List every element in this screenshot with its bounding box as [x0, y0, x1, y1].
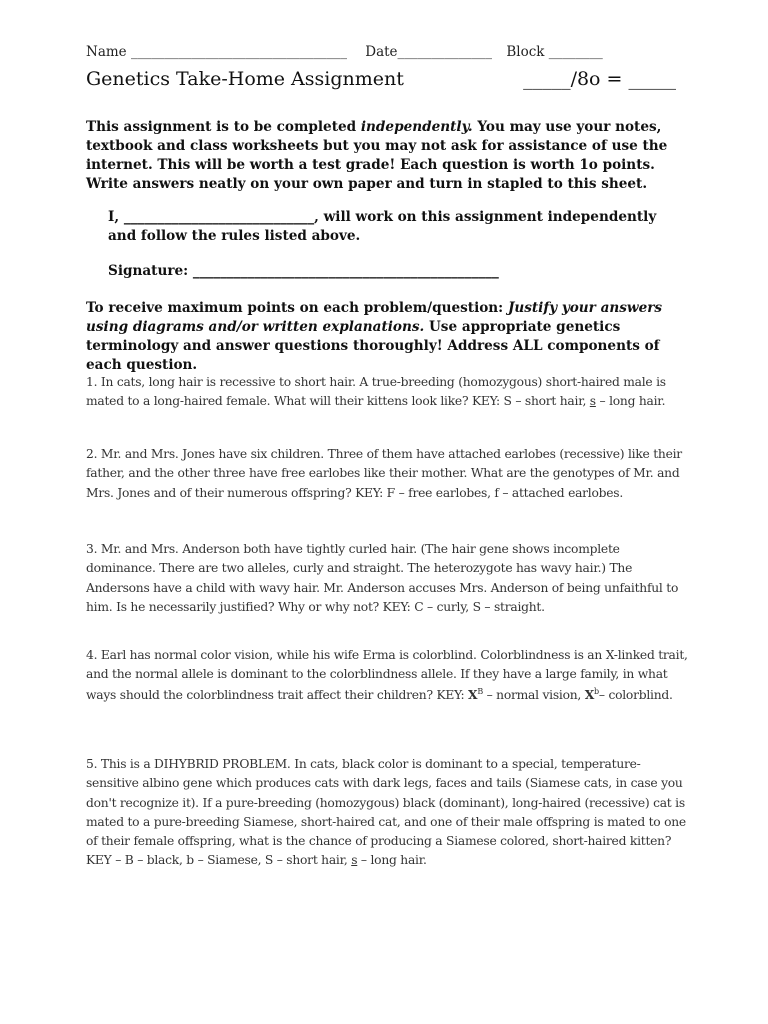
- question-2: 2. Mr. and Mrs. Jones have six children. Three of them have attached earlobes (recessive) like their father, and the other three have free earlobes like their mother. What are the genotypes of Mr. and Mrs. Jones and of their numerous offspring? KEY: F – free earlobes, f – attached earlobes.: [86, 447, 682, 500]
- question-1-key-allele: s: [589, 394, 596, 409]
- question-5: [86, 755, 691, 871]
- question-1-text: 1. In cats, long hair is recessive to short hair. A true-breeding (homozygous) short-haired male is mated to a long-haired female. What will their kittens look like? KEY: S – short hair,: [86, 375, 666, 409]
- question-3: 3. Mr. and Mrs. Anderson both have tightly curled hair. (The hair gene shows incomplete dominance. There are two alleles, curly and straight. The heterozygote has wavy hair.) The Andersons have a child with wavy hair. Mr. Anderson accuses Mrs. Anderson of being unfaithful to him. Is he necessarily justified? Why or why not? KEY: C – curly, S – straight.: [86, 542, 679, 614]
- instructions-text-part1: To receive maximum points on each problem/question:: [86, 300, 508, 316]
- question-4-x-dominant: X: [468, 686, 478, 702]
- instructions-text-part2: Use appropriate genetics terminology and answer questions thoroughly! Address ALL components of each question.: [86, 319, 660, 373]
- question-4-text-end: – colorblind.: [598, 687, 673, 702]
- intro-paragraph: [86, 118, 686, 194]
- intro-text-part2: You may use your notes, textbook and class worksheets but you may not ask for assistance of use the internet. This will be worth a test grade! Each question is worth 1o points. Write answers neatly on your own paper and turn in stapled to this sheet.: [86, 119, 668, 192]
- question-4-sup-dominant: B: [477, 686, 483, 696]
- question-4-text: 4. Earl has normal color vision, while his wife Erma is colorblind. Colorblindness is an X-linked trait, and the normal allele is dominant to the colorblindness allele. If they have a large family, in what ways should the colorblindness trait affect their children? KEY:: [86, 648, 688, 702]
- question-5-key-allele: s: [351, 853, 358, 868]
- block-field-label: Block ________: [506, 44, 603, 60]
- question-4-sup-recessive: b: [594, 686, 599, 696]
- intro-text-part1: This assignment is to be completed: [86, 119, 361, 135]
- pledge-statement: I, ____________________________, will work on this assignment independently and follow the rules listed above.: [108, 209, 657, 244]
- signature-line: Signature: _____________________________________________: [108, 263, 499, 279]
- name-field-label: Name ________________________________: [86, 44, 347, 60]
- page-title: Genetics Take-Home Assignment: [86, 68, 404, 90]
- question-1: [86, 373, 691, 412]
- question-5-text: 5. This is a DIHYBRID PROBLEM. In cats, black color is dominant to a special, temperature-sensitive albino gene which produces cats with dark legs, faces and tails (Siamese cats, in case you don't recognize it). If a pure-breeding (homozygous) black (dominant), long-haired (recessive) cat is mated to a pure-breeding Siamese, short-haired cat, and one of their male offspring is mated to one of their female offspring, what is the chance of producing a Siamese colored, short-haired kitten? KEY – B – black, b – Siamese, S – short hair,: [86, 757, 686, 868]
- intro-emphasis: independently.: [360, 119, 473, 135]
- question-1-text-end: – long hair.: [595, 394, 666, 409]
- date-field-label: Date______________: [365, 44, 493, 60]
- question-4-mid: – normal vision,: [482, 687, 585, 702]
- score-field: _____/8o = _____: [523, 68, 676, 90]
- header-fields: [86, 44, 666, 64]
- question-4: [86, 646, 691, 705]
- instructions-emphasis: Justify your answers using diagrams and/or written explanations.: [86, 300, 663, 335]
- question-4-x-recessive: X: [584, 686, 595, 702]
- question-5-text-end: – long hair.: [357, 853, 427, 868]
- title-row: [86, 68, 676, 98]
- instructions-paragraph: [86, 299, 686, 375]
